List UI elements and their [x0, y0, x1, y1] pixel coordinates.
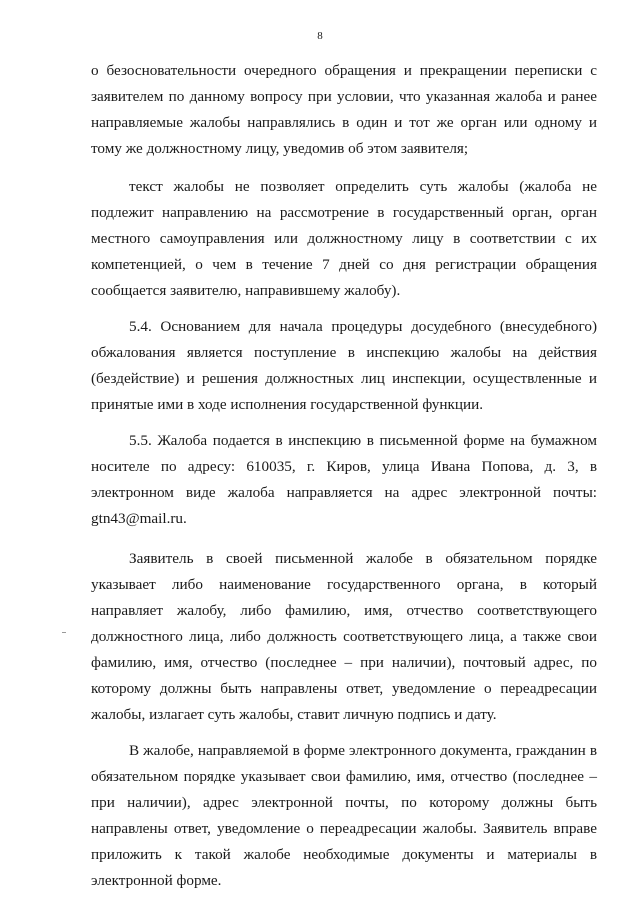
- paragraph-continuation: о безосновательности очередного обращения и прекращении переписки с заявителем по данному вопросу при условии, что указанная жалоба и ранее направляемые жалобы направлялись в один и тот же орган или одному и тому же должностному лицу, уведомив об этом заявителя;: [91, 62, 597, 157]
- paragraph-complaint-text-unclear: текст жалобы не позволяет определить суть жалобы (жалоба не подлежит направлению на рассмотрение в государственный орган, орган местного самоуправления или должностному лицу в соответствии с их компетенцией, о чем в течение 7 дней со дня регистрации обращения сообщается заявителю, направившему жалобу).: [91, 178, 597, 299]
- paragraph-electronic-complaint: В жалобе, направляемой в форме электронного документа, гражданин в обязательном порядке указывает свои фамилию, имя, отчество (последнее – при наличии), адрес электронной почты, по которому должны быть направлены ответ, уведомление о переадресации жалобы. Заявитель вправе приложить к такой жалобе необходимые документы и материалы в электронной форме.: [91, 742, 597, 889]
- page-number: 8: [317, 30, 323, 42]
- paragraph-section-5-5: 5.5. Жалоба подается в инспекцию в письменной форме на бумажном носителе по адресу: 610035, г. Киров, улица Ивана Попова, д. 3, в электронном виде жалоба направляется на адрес электронной почты: gtn43@mail.ru.: [91, 432, 597, 527]
- scan-mark: [62, 632, 66, 633]
- paragraph-section-5-4: 5.4. Основанием для начала процедуры досудебного (внесудебного) обжалования является поступление в инспекцию жалобы на действия (бездействие) и решения должностных лиц инспекции, осуществленные и принятые ими в ходе исполнения государственной функции.: [91, 318, 597, 413]
- paragraph-applicant-requirements: Заявитель в своей письменной жалобе в обязательном порядке указывает либо наименование государственного органа, в который направляет жалобу, либо фамилию, имя, отчество соответствующего должностного лица, либо должность соответствующего лица, а также свои фамилию, имя, отчество (последнее – при наличии), почтовый адрес, по которому должны быть направлены ответ, уведомление о переадресации жалобы, излагает суть жалобы, ставит личную подпись и дату.: [91, 550, 597, 723]
- document-body: [91, 58, 597, 894]
